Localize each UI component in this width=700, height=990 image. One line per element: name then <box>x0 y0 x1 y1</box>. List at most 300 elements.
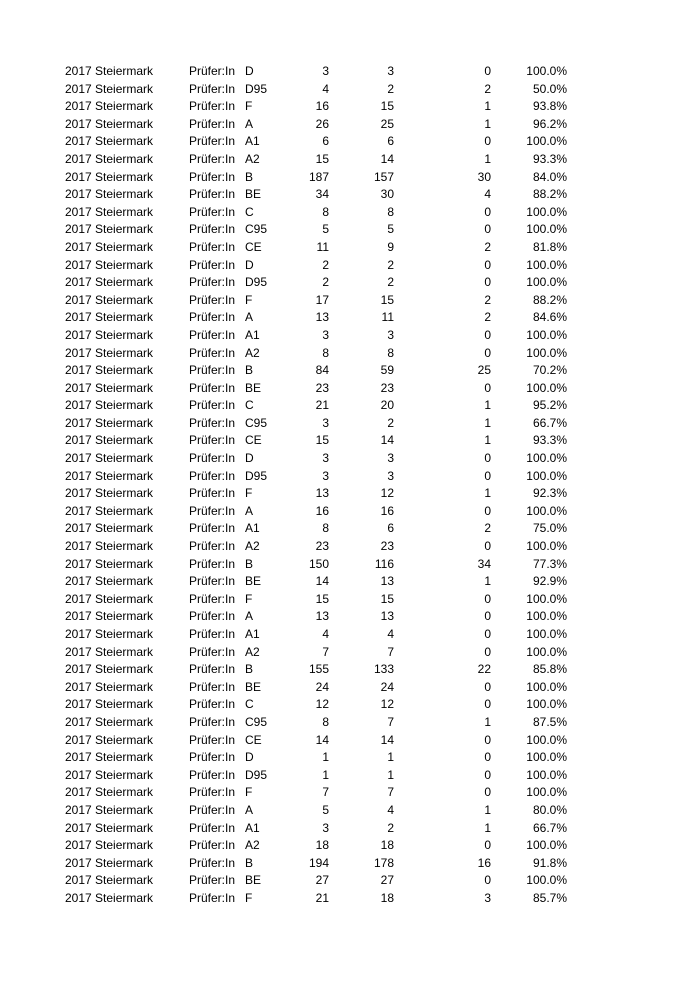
pass-rate-cell: 50.0% <box>532 81 567 96</box>
passed-count-cell: 14 <box>380 151 394 166</box>
license-class-cell: A1 <box>245 627 260 641</box>
passed-count-cell: 18 <box>380 838 394 853</box>
table-row <box>0 380 700 398</box>
failed-count-cell: 0 <box>484 873 491 888</box>
table-row <box>0 98 700 116</box>
total-count-cell: 15 <box>315 151 329 166</box>
passed-count-cell: 4 <box>387 627 394 641</box>
examiner-cell: Prüfer:In <box>189 750 236 765</box>
license-class-cell: B <box>245 556 254 571</box>
passed-count-cell: 16 <box>380 503 394 518</box>
table-row <box>0 626 700 644</box>
year-region-cell: 2017 Steiermark <box>65 556 154 571</box>
passed-count-cell: 11 <box>381 310 394 325</box>
table-row <box>0 397 700 415</box>
year-region-cell: 2017 Steiermark <box>65 134 154 149</box>
year-region-cell: 2017 Steiermark <box>65 292 154 307</box>
examiner-cell: Prüfer:In <box>189 451 236 466</box>
examiner-cell: Prüfer:In <box>189 81 236 96</box>
failed-count-cell: 1 <box>484 486 491 501</box>
failed-count-cell: 0 <box>484 697 491 712</box>
data-table <box>0 63 700 908</box>
license-class-cell: A1 <box>245 820 260 835</box>
pass-rate-cell: 87.5% <box>532 714 567 729</box>
table-row <box>0 239 700 257</box>
year-region-cell: 2017 Steiermark <box>65 521 154 536</box>
examiner-cell: Prüfer:In <box>189 310 236 325</box>
pass-rate-cell: 66.7% <box>532 820 567 835</box>
passed-count-cell: 27 <box>380 873 394 888</box>
year-region-cell: 2017 Steiermark <box>65 767 154 782</box>
failed-count-cell: 0 <box>484 627 491 641</box>
table-row <box>0 520 700 538</box>
table-row <box>0 221 700 239</box>
total-count-cell: 3 <box>322 64 329 78</box>
failed-count-cell: 1 <box>484 99 491 114</box>
failed-count-cell: 1 <box>484 433 491 448</box>
passed-count-cell: 2 <box>387 415 394 430</box>
table-row <box>0 450 700 468</box>
year-region-cell: 2017 Steiermark <box>65 81 154 96</box>
total-count-cell: 15 <box>315 591 329 606</box>
license-class-cell: D95 <box>245 468 268 483</box>
license-class-cell: D <box>245 451 254 466</box>
examiner-cell: Prüfer:In <box>189 134 236 149</box>
license-class-cell: D95 <box>245 275 268 290</box>
examiner-cell: Prüfer:In <box>189 591 236 606</box>
license-class-cell: D95 <box>245 81 268 96</box>
pass-rate-cell: 100.0% <box>526 451 567 466</box>
pass-rate-cell: 75.0% <box>532 521 567 536</box>
pass-rate-cell: 81.8% <box>532 239 567 254</box>
license-class-cell: C95 <box>245 222 268 237</box>
pass-rate-cell: 66.7% <box>532 415 567 430</box>
failed-count-cell: 1 <box>484 151 491 166</box>
pass-rate-cell: 100.0% <box>526 503 567 518</box>
failed-count-cell: 1 <box>484 415 491 430</box>
examiner-cell: Prüfer:In <box>189 802 236 817</box>
license-class-cell: D95 <box>245 767 268 782</box>
total-count-cell: 21 <box>315 890 329 905</box>
total-count-cell: 6 <box>322 134 329 149</box>
pass-rate-cell: 91.8% <box>532 855 567 870</box>
examiner-cell: Prüfer:In <box>189 785 236 800</box>
license-class-cell: B <box>245 662 254 677</box>
year-region-cell: 2017 Steiermark <box>65 363 154 378</box>
examiner-cell: Prüfer:In <box>189 873 236 888</box>
passed-count-cell: 8 <box>387 204 394 219</box>
passed-count-cell: 157 <box>373 169 394 184</box>
total-count-cell: 14 <box>315 574 329 589</box>
year-region-cell: 2017 Steiermark <box>65 539 154 554</box>
table-row <box>0 503 700 521</box>
table-row <box>0 204 700 222</box>
passed-count-cell: 23 <box>380 380 394 395</box>
pass-rate-cell: 100.0% <box>526 767 567 782</box>
pass-rate-cell: 92.3% <box>532 486 567 501</box>
passed-count-cell: 13 <box>380 609 394 624</box>
pass-rate-cell: 88.2% <box>532 292 567 307</box>
license-class-cell: B <box>245 169 254 184</box>
passed-count-cell: 133 <box>373 662 394 677</box>
passed-count-cell: 4 <box>387 802 394 817</box>
passed-count-cell: 24 <box>380 679 394 694</box>
examiner-cell: Prüfer:In <box>189 714 236 729</box>
total-count-cell: 3 <box>322 415 329 430</box>
table-row <box>0 714 700 732</box>
table-row <box>0 151 700 169</box>
license-class-cell: A2 <box>245 151 260 166</box>
examiner-cell: Prüfer:In <box>189 697 236 712</box>
table-row <box>0 573 700 591</box>
failed-count-cell: 30 <box>477 169 491 184</box>
failed-count-cell: 1 <box>484 820 491 835</box>
total-count-cell: 21 <box>315 398 329 413</box>
table-row <box>0 556 700 574</box>
failed-count-cell: 0 <box>484 609 491 624</box>
year-region-cell: 2017 Steiermark <box>65 732 154 747</box>
pass-rate-cell: 100.0% <box>526 591 567 606</box>
failed-count-cell: 25 <box>477 363 491 378</box>
year-region-cell: 2017 Steiermark <box>65 257 154 272</box>
examiner-cell: Prüfer:In <box>189 345 236 360</box>
failed-count-cell: 0 <box>484 539 491 554</box>
license-class-cell: BE <box>245 187 262 202</box>
total-count-cell: 7 <box>322 644 329 659</box>
table-row <box>0 890 700 908</box>
year-region-cell: 2017 Steiermark <box>65 503 154 518</box>
examiner-cell: Prüfer:In <box>189 64 236 78</box>
license-class-cell: A2 <box>245 644 260 659</box>
failed-count-cell: 22 <box>477 662 491 677</box>
total-count-cell: 3 <box>322 451 329 466</box>
total-count-cell: 8 <box>322 714 329 729</box>
license-class-cell: A <box>245 802 254 817</box>
total-count-cell: 7 <box>322 785 329 800</box>
pass-rate-cell: 96.2% <box>532 116 567 131</box>
license-class-cell: CE <box>245 433 262 448</box>
year-region-cell: 2017 Steiermark <box>65 169 154 184</box>
passed-count-cell: 116 <box>374 556 394 571</box>
total-count-cell: 1 <box>322 767 329 782</box>
pass-rate-cell: 93.8% <box>532 99 567 114</box>
passed-count-cell: 15 <box>380 591 394 606</box>
total-count-cell: 150 <box>308 556 329 571</box>
passed-count-cell: 6 <box>387 521 394 536</box>
total-count-cell: 3 <box>322 820 329 835</box>
year-region-cell: 2017 Steiermark <box>65 750 154 765</box>
examiner-cell: Prüfer:In <box>189 204 236 219</box>
pass-rate-cell: 93.3% <box>532 151 567 166</box>
pass-rate-cell: 100.0% <box>526 697 567 712</box>
passed-count-cell: 2 <box>387 275 394 290</box>
total-count-cell: 11 <box>316 239 329 254</box>
failed-count-cell: 1 <box>484 802 491 817</box>
table-row <box>0 591 700 609</box>
passed-count-cell: 8 <box>387 345 394 360</box>
table-row <box>0 81 700 99</box>
failed-count-cell: 2 <box>484 239 491 254</box>
table-row <box>0 116 700 134</box>
examiner-cell: Prüfer:In <box>189 503 236 518</box>
total-count-cell: 14 <box>315 732 329 747</box>
passed-count-cell: 15 <box>380 99 394 114</box>
pass-rate-cell: 100.0% <box>526 838 567 853</box>
license-class-cell: B <box>245 363 254 378</box>
failed-count-cell: 1 <box>484 116 491 131</box>
total-count-cell: 8 <box>322 521 329 536</box>
license-class-cell: A <box>245 609 254 624</box>
year-region-cell: 2017 Steiermark <box>65 855 154 870</box>
year-region-cell: 2017 Steiermark <box>65 239 154 254</box>
passed-count-cell: 1 <box>387 750 394 765</box>
total-count-cell: 16 <box>315 503 329 518</box>
pass-rate-cell: 100.0% <box>526 873 567 888</box>
examiner-cell: Prüfer:In <box>189 767 236 782</box>
pass-rate-cell: 85.8% <box>532 662 567 677</box>
license-class-cell: C <box>245 697 254 712</box>
failed-count-cell: 0 <box>484 451 491 466</box>
examiner-cell: Prüfer:In <box>189 151 236 166</box>
year-region-cell: 2017 Steiermark <box>65 820 154 835</box>
table-row <box>0 327 700 345</box>
total-count-cell: 17 <box>315 292 329 307</box>
passed-count-cell: 20 <box>380 398 394 413</box>
failed-count-cell: 0 <box>484 679 491 694</box>
year-region-cell: 2017 Steiermark <box>65 64 154 78</box>
year-region-cell: 2017 Steiermark <box>65 151 154 166</box>
year-region-cell: 2017 Steiermark <box>65 345 154 360</box>
table-row <box>0 855 700 873</box>
examiner-cell: Prüfer:In <box>189 838 236 853</box>
year-region-cell: 2017 Steiermark <box>65 627 154 641</box>
license-class-cell: F <box>245 785 253 800</box>
passed-count-cell: 2 <box>387 257 394 272</box>
table-row <box>0 661 700 679</box>
passed-count-cell: 3 <box>387 64 394 78</box>
examiner-cell: Prüfer:In <box>189 574 236 589</box>
license-class-cell: D <box>245 257 254 272</box>
total-count-cell: 2 <box>322 275 329 290</box>
passed-count-cell: 3 <box>387 327 394 342</box>
examiner-cell: Prüfer:In <box>189 433 236 448</box>
year-region-cell: 2017 Steiermark <box>65 644 154 659</box>
total-count-cell: 8 <box>322 204 329 219</box>
total-count-cell: 24 <box>315 679 329 694</box>
table-row <box>0 274 700 292</box>
total-count-cell: 4 <box>322 81 329 96</box>
failed-count-cell: 2 <box>484 310 491 325</box>
table-row <box>0 679 700 697</box>
total-count-cell: 3 <box>322 468 329 483</box>
failed-count-cell: 2 <box>484 81 491 96</box>
examiner-cell: Prüfer:In <box>189 732 236 747</box>
examiner-cell: Prüfer:In <box>189 855 236 870</box>
total-count-cell: 18 <box>315 838 329 853</box>
failed-count-cell: 0 <box>484 732 491 747</box>
license-class-cell: C95 <box>245 415 268 430</box>
passed-count-cell: 18 <box>380 890 394 905</box>
examiner-cell: Prüfer:In <box>189 556 236 571</box>
pass-rate-cell: 100.0% <box>526 204 567 219</box>
passed-count-cell: 14 <box>380 732 394 747</box>
passed-count-cell: 25 <box>380 116 394 131</box>
passed-count-cell: 3 <box>387 451 394 466</box>
total-count-cell: 34 <box>315 187 329 202</box>
license-class-cell: F <box>245 591 253 606</box>
pass-rate-cell: 70.2% <box>532 363 567 378</box>
total-count-cell: 2 <box>322 257 329 272</box>
failed-count-cell: 0 <box>484 750 491 765</box>
pass-rate-cell: 84.0% <box>532 169 567 184</box>
failed-count-cell: 34 <box>477 556 491 571</box>
failed-count-cell: 0 <box>484 204 491 219</box>
total-count-cell: 23 <box>315 539 329 554</box>
failed-count-cell: 0 <box>484 275 491 290</box>
license-class-cell: A2 <box>245 345 260 360</box>
passed-count-cell: 7 <box>387 644 394 659</box>
failed-count-cell: 0 <box>484 134 491 149</box>
passed-count-cell: 2 <box>387 81 394 96</box>
total-count-cell: 5 <box>322 802 329 817</box>
examiner-cell: Prüfer:In <box>189 187 236 202</box>
failed-count-cell: 0 <box>484 767 491 782</box>
failed-count-cell: 1 <box>484 714 491 729</box>
pass-rate-cell: 100.0% <box>526 609 567 624</box>
year-region-cell: 2017 Steiermark <box>65 714 154 729</box>
passed-count-cell: 1 <box>387 767 394 782</box>
license-class-cell: BE <box>245 873 262 888</box>
examiner-cell: Prüfer:In <box>189 292 236 307</box>
total-count-cell: 23 <box>315 380 329 395</box>
failed-count-cell: 1 <box>484 574 491 589</box>
examiner-cell: Prüfer:In <box>189 662 236 677</box>
license-class-cell: A <box>245 310 254 325</box>
pass-rate-cell: 100.0% <box>526 785 567 800</box>
passed-count-cell: 5 <box>387 222 394 237</box>
failed-count-cell: 0 <box>484 591 491 606</box>
table-row <box>0 63 700 81</box>
passed-count-cell: 3 <box>387 468 394 483</box>
table-row <box>0 415 700 433</box>
examiner-cell: Prüfer:In <box>189 627 236 641</box>
passed-count-cell: 6 <box>387 134 394 149</box>
passed-count-cell: 12 <box>380 486 394 501</box>
total-count-cell: 84 <box>315 363 329 378</box>
pass-rate-cell: 92.9% <box>532 574 567 589</box>
table-row <box>0 872 700 890</box>
examiner-cell: Prüfer:In <box>189 820 236 835</box>
table-row <box>0 169 700 187</box>
failed-count-cell: 0 <box>484 257 491 272</box>
total-count-cell: 12 <box>315 697 329 712</box>
pass-rate-cell: 100.0% <box>526 222 567 237</box>
year-region-cell: 2017 Steiermark <box>65 802 154 817</box>
license-class-cell: C <box>245 204 254 219</box>
license-class-cell: CE <box>245 732 262 747</box>
license-class-cell: BE <box>245 574 262 589</box>
total-count-cell: 3 <box>322 327 329 342</box>
examiner-cell: Prüfer:In <box>189 327 236 342</box>
examiner-cell: Prüfer:In <box>189 539 236 554</box>
year-region-cell: 2017 Steiermark <box>65 591 154 606</box>
year-region-cell: 2017 Steiermark <box>65 327 154 342</box>
failed-count-cell: 0 <box>484 468 491 483</box>
license-class-cell: A <box>245 503 254 518</box>
year-region-cell: 2017 Steiermark <box>65 275 154 290</box>
failed-count-cell: 0 <box>484 64 491 78</box>
year-region-cell: 2017 Steiermark <box>65 679 154 694</box>
passed-count-cell: 15 <box>380 292 394 307</box>
examiner-cell: Prüfer:In <box>189 890 236 905</box>
failed-count-cell: 0 <box>484 838 491 853</box>
year-region-cell: 2017 Steiermark <box>65 890 154 905</box>
pass-rate-cell: 93.3% <box>532 433 567 448</box>
examiner-cell: Prüfer:In <box>189 99 236 114</box>
examiner-cell: Prüfer:In <box>189 275 236 290</box>
license-class-cell: F <box>245 99 253 114</box>
table-row <box>0 257 700 275</box>
year-region-cell: 2017 Steiermark <box>65 433 154 448</box>
total-count-cell: 1 <box>322 750 329 765</box>
failed-count-cell: 0 <box>484 644 491 659</box>
pass-rate-cell: 100.0% <box>526 134 567 149</box>
table-row <box>0 608 700 626</box>
passed-count-cell: 7 <box>387 785 394 800</box>
examiner-cell: Prüfer:In <box>189 679 236 694</box>
year-region-cell: 2017 Steiermark <box>65 574 154 589</box>
license-class-cell: A1 <box>245 134 260 149</box>
total-count-cell: 187 <box>308 169 329 184</box>
examiner-cell: Prüfer:In <box>189 257 236 272</box>
year-region-cell: 2017 Steiermark <box>65 99 154 114</box>
table-row <box>0 538 700 556</box>
table-row <box>0 309 700 327</box>
pass-rate-cell: 84.6% <box>532 310 567 325</box>
total-count-cell: 15 <box>315 433 329 448</box>
passed-count-cell: 7 <box>387 714 394 729</box>
examiner-cell: Prüfer:In <box>189 521 236 536</box>
license-class-cell: A2 <box>245 838 260 853</box>
examiner-cell: Prüfer:In <box>189 169 236 184</box>
examiner-cell: Prüfer:In <box>189 380 236 395</box>
year-region-cell: 2017 Steiermark <box>65 116 154 131</box>
pass-rate-cell: 100.0% <box>526 468 567 483</box>
pass-rate-cell: 100.0% <box>526 539 567 554</box>
pass-rate-cell: 100.0% <box>526 345 567 360</box>
year-region-cell: 2017 Steiermark <box>65 310 154 325</box>
table-row <box>0 133 700 151</box>
total-count-cell: 27 <box>315 873 329 888</box>
pass-rate-cell: 77.3% <box>532 556 567 571</box>
table-row <box>0 784 700 802</box>
license-class-cell: BE <box>245 679 262 694</box>
passed-count-cell: 14 <box>380 433 394 448</box>
passed-count-cell: 9 <box>387 239 394 254</box>
failed-count-cell: 0 <box>484 222 491 237</box>
year-region-cell: 2017 Steiermark <box>65 415 154 430</box>
license-class-cell: A2 <box>245 539 260 554</box>
examiner-cell: Prüfer:In <box>189 398 236 413</box>
examiner-cell: Prüfer:In <box>189 644 236 659</box>
total-count-cell: 16 <box>315 99 329 114</box>
pass-rate-cell: 100.0% <box>526 679 567 694</box>
table-row <box>0 644 700 662</box>
failed-count-cell: 16 <box>477 855 491 870</box>
year-region-cell: 2017 Steiermark <box>65 785 154 800</box>
failed-count-cell: 4 <box>484 187 491 202</box>
failed-count-cell: 2 <box>484 292 491 307</box>
